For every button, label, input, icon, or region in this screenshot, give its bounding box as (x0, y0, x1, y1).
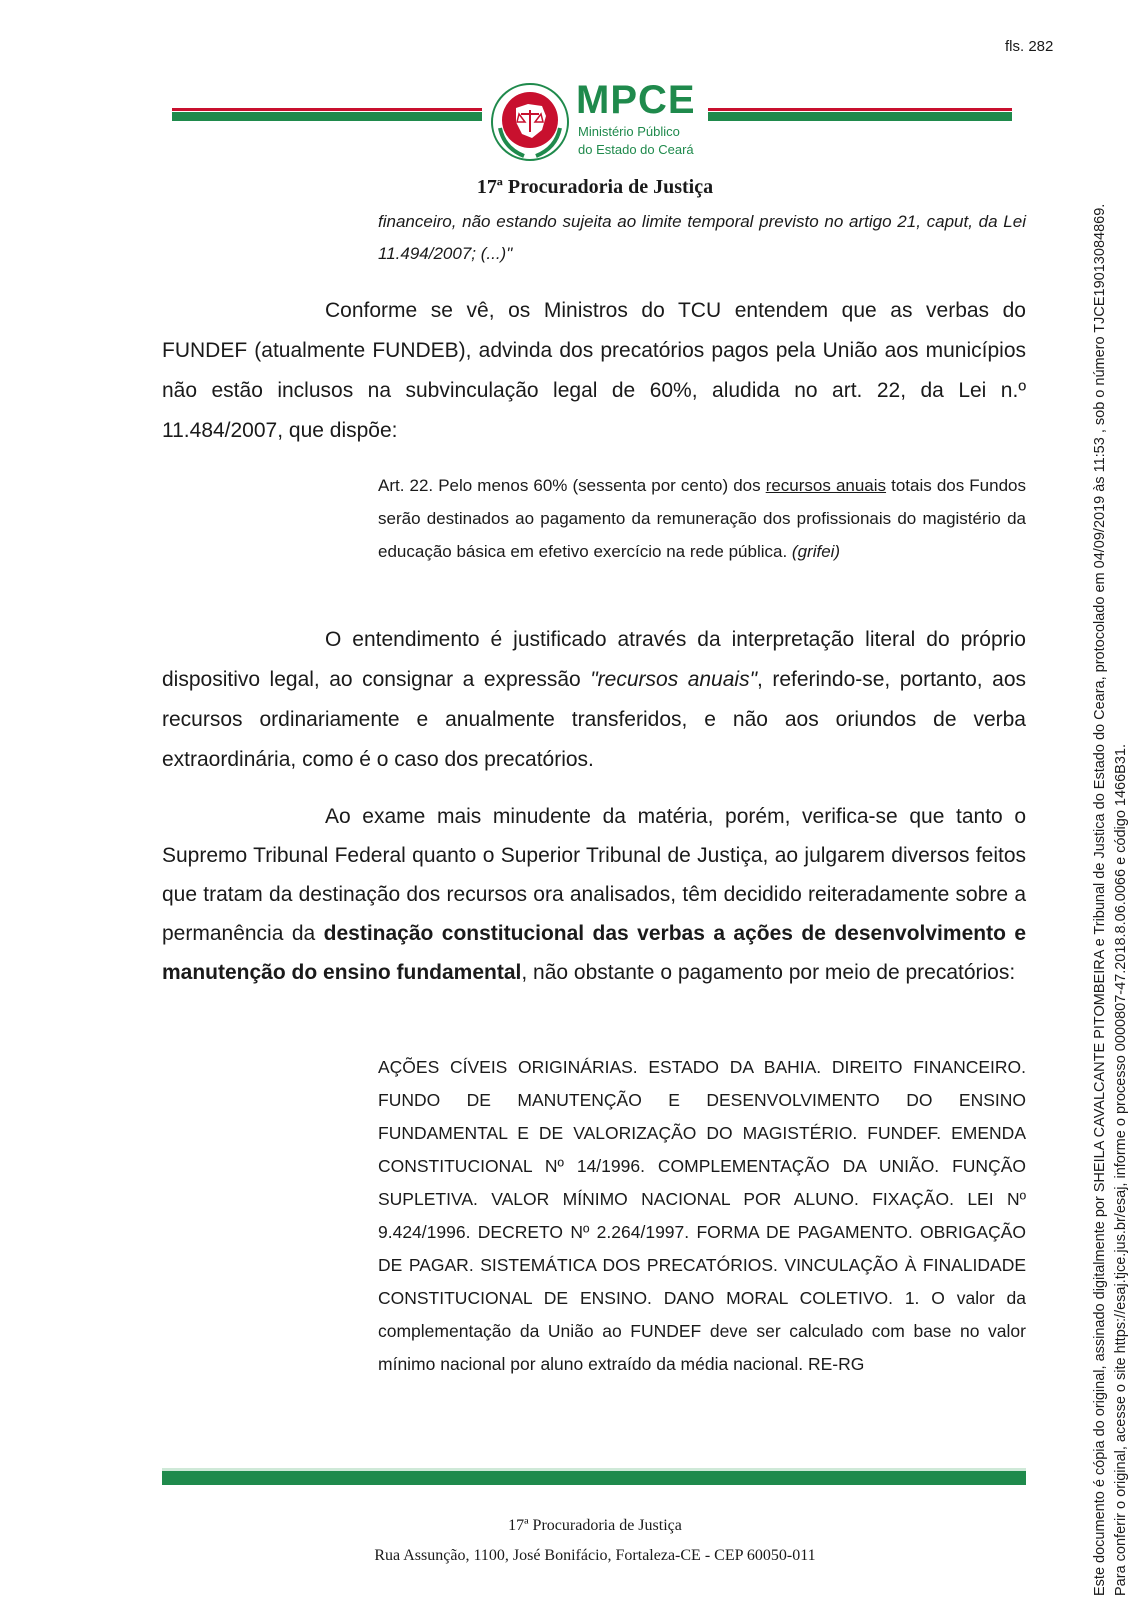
header-title: 17ª Procuradoria de Justiça (476, 176, 714, 198)
footer-office: 17ª Procuradoria de Justiça (508, 1517, 682, 1534)
logo-subtitle-2: do Estado do Ceará (578, 142, 694, 157)
paragraph-italic: "recursos anuais" (590, 668, 758, 691)
paragraph-1: Conforme se vê, os Ministros do TCU entendem que as verbas do FUNDEF (atualmente FUNDEB), advinda dos precatórios pagos pela União aos municípios não estão inclusos na subvinculação legal de 60%, aludida no art. 22, da Lei n.º 11.484/2007, que dispõe: (162, 299, 1026, 442)
logo-acronym: MPCE (576, 78, 696, 122)
paragraph-text-rest: , não obstante o pagamento por meio de precatórios: (521, 961, 1016, 984)
citation-note: (grifei) (791, 542, 841, 561)
citation-text: Art. 22. Pelo menos 60% (sessenta por cento) dos (378, 476, 766, 495)
citation-jurisprudence: AÇÕES CÍVEIS ORIGINÁRIAS. ESTADO DA BAHIA. DIREITO FINANCEIRO. FUNDO DE MANUTENÇÃO E DESENVOLVIMENTO DO ENSINO FUNDAMENTAL E DE VALORIZAÇÃO DO MAGISTÉRIO. FUNDEF. EMENDA CONSTITUCIONAL Nº 14/1996. COMPLEMENTAÇÃO DA UNIÃO. FUNÇÃO SUPLETIVA. VALOR MÍNIMO NACIONAL POR ALUNO. FIXAÇÃO. LEI Nº 9.424/1996. DECRETO Nº 2.264/1997. FORMA DE PAGAMENTO. OBRIGAÇÃO DE PAGAR. SISTEMÁTICA DOS PRECATÓRIOS. VINCULAÇÃO À FINALIDADE CONSTITUCIONAL DE ENSINO. DANO MORAL COLETIVO. 1. O valor da complementação da União ao FUNDEF deve ser calculado com base no valor mínimo nacional por aluno extraído da média nacional. RE-RG (378, 1057, 1026, 1374)
paragraph-2 (162, 620, 1026, 780)
paragraph-text-rest: , referindo-se, portanto, aos recursos ordinariamente e anualmente transferidos, e não aos oriundos de verba extraordinária, como é o caso dos precatórios. (162, 668, 1026, 771)
citation-text-rest: totais dos Fundos serão destinados ao pagamento da remuneração dos profissionais do magistério da educação básica em efetivo exercício na rede pública. (378, 476, 1026, 561)
citation-underlined: recursos anuais (765, 476, 887, 495)
citation-art-22 (378, 469, 1026, 568)
side-stamp-line-1: Este documento é cópia do original, assinado digitalmente por SHEILA CAVALCANTE PITOMBEIRA e Tribunal de Justica do Estado do Ceara, protocolado em 04/09/2019 às 11:53 , sob o número TJCE19013084869. (1092, 203, 1108, 1596)
logo-subtitle-1: Ministério Público (578, 124, 680, 139)
paragraph-3 (162, 797, 1026, 992)
mpce-seal-icon (490, 82, 570, 162)
paragraph-text: O entendimento é justificado através da interpretação literal do próprio dispositivo legal, ao consignar a expressão (162, 628, 1026, 691)
footer-bar (162, 1468, 1026, 1485)
side-stamp-line-2: Para conferir o original, acesse o site https://esaj.tjce.jus.br/esaj, informe o processo 0000807-47.2018.8.06.0066 e código 1466B31. (1113, 743, 1129, 1596)
page-number: fls. 282 (1005, 38, 1054, 55)
footer-address: Rua Assunção, 1100, José Bonifácio, Fortaleza-CE - CEP 60050-011 (374, 1547, 816, 1564)
header-stripe-right (708, 108, 1012, 121)
quote-continuation: financeiro, não estando sujeita ao limite temporal previsto no artigo 21, caput, da Lei 11.494/2007; (...)" (378, 212, 1026, 263)
paragraph-bold: destinação constitucional das verbas a ações de desenvolvimento e manutenção do ensino fundamental (162, 922, 1027, 984)
header-stripe-left (172, 108, 482, 121)
paragraph-text: Ao exame mais minudente da matéria, porém, verifica-se que tanto o Supremo Tribunal Federal quanto o Superior Tribunal de Justiça, ao julgarem diversos feitos que tratam da destinação dos recursos ora analisados, têm decidido reiteradamente sobre a permanência da (162, 805, 1026, 945)
